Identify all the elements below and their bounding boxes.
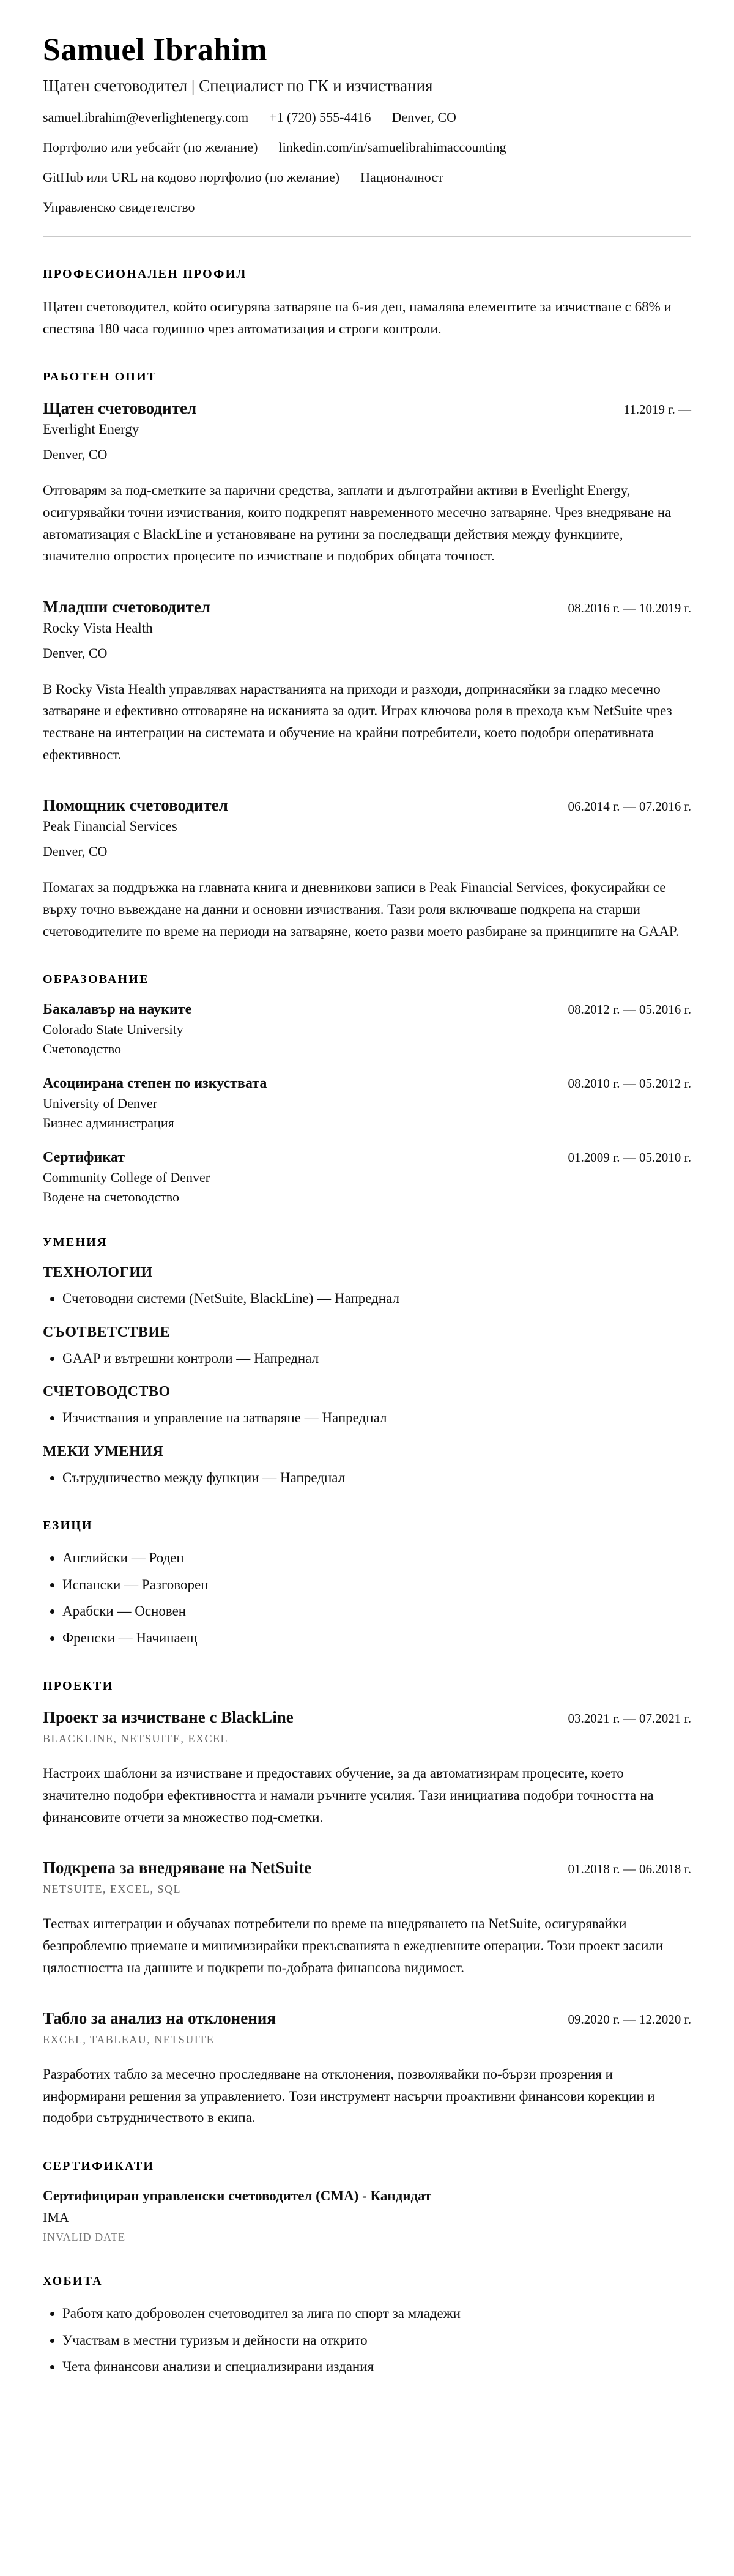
skill-item: • GAAP и вътрешни контроли — Напреднал — [62, 1348, 691, 1370]
skill-item: • Изчиствания и управление на затваряне — Напреднал — [62, 1408, 691, 1429]
education-item — [43, 1001, 691, 1057]
skill-group-name: МЕКИ УМЕНИЯ — [43, 1443, 164, 1460]
language-item: • Арабски — Основен — [62, 1601, 691, 1622]
degree-dates: 08.2012 г. — 05.2016 г. — [568, 1002, 691, 1017]
skill-list — [43, 1468, 691, 1489]
driving-license-label: Управленско свидетелство — [43, 199, 195, 215]
skill-item: • Счетоводни системи (NetSuite, BlackLine) — Напреднал — [62, 1288, 691, 1310]
hobbies-heading: ХОБИТА — [43, 2274, 103, 2288]
contact-line-2 — [43, 139, 691, 155]
job-dates: 06.2014 г. — 07.2016 г. — [568, 799, 691, 814]
skill-list — [43, 1408, 691, 1429]
job-title: Помощник счетоводител — [43, 796, 228, 815]
experience-item-head — [43, 598, 691, 617]
project-tags: EXCEL, TABLEAU, NETSUITE — [43, 2033, 215, 2046]
skill-group-name: СЧЕТОВОДСТВО — [43, 1384, 171, 1400]
project-dates: 03.2021 г. — 07.2021 г. — [568, 1711, 691, 1726]
section-projects — [43, 1679, 691, 2129]
job-location: Denver, CO — [43, 645, 108, 661]
candidate-title: Щатен счетоводител | Специалист по ГК и изчиствания — [43, 76, 433, 95]
job-location: Denver, CO — [43, 447, 108, 462]
section-certificates — [43, 2159, 691, 2244]
skill-group — [43, 1444, 691, 1489]
project-tags: BLACKLINE, NETSUITE, EXCEL — [43, 1732, 228, 1745]
education-item-head — [43, 1075, 691, 1092]
project-item — [43, 1858, 691, 1978]
certificate-issuer: IMA — [43, 2210, 69, 2225]
location-text: Denver, CO — [391, 109, 456, 125]
skill-list — [43, 1288, 691, 1310]
certificate-item — [43, 2188, 691, 2244]
skill-group — [43, 1264, 691, 1310]
portfolio-label: Портфолио или уебсайт (по желание) — [43, 139, 258, 155]
profile-text: Щатен счетоводител, който осигурява затваряне на 6-ия ден, намалява елементите за изчистване с 68% и спестява 180 часа годишно чрез автоматизация и строги контроли. — [43, 299, 672, 336]
project-dates: 09.2020 г. — 12.2020 г. — [568, 2012, 691, 2027]
skill-group-name: СЪОТВЕТСТВИЕ — [43, 1324, 171, 1340]
contact-line-1 — [43, 109, 691, 125]
section-hobbies — [43, 2274, 691, 2378]
school-name: University of Denver — [43, 1096, 157, 1112]
education-item-head — [43, 1001, 691, 1018]
certificates-heading: СЕРТИФИКАТИ — [43, 2159, 155, 2173]
contact-line-3 — [43, 169, 691, 185]
experience-item — [43, 796, 691, 942]
hobby-item: • Работя като доброволен счетоводител за лига по спорт за младежи — [62, 2303, 691, 2325]
section-languages — [43, 1519, 691, 1649]
job-location: Denver, CO — [43, 844, 108, 859]
skills-heading: УМЕНИЯ — [43, 1236, 108, 1250]
skill-group — [43, 1324, 691, 1370]
experience-heading: РАБОТЕН ОПИТ — [43, 370, 157, 384]
project-description: Разработих табло за месечно проследяване на отклонения, позволявайки по-бързи прозрения и информирани решения за управлението. Този инструмент насърчи проактивни финансови корекции и подобри сътрудничеството в екипа. — [43, 2066, 655, 2126]
education-item-head — [43, 1149, 691, 1166]
field-of-study: Бизнес администрация — [43, 1115, 174, 1131]
skill-group-name: ТЕХНОЛОГИИ — [43, 1264, 153, 1281]
header-divider — [43, 236, 691, 237]
job-description: Отговарям за под-сметките за парични средства, заплати и дълготрайни активи в Everlight Energy, осигурявайки точни изчиствания, които подкрепят навременното месечно затваряне. Чрез внедряване на автоматизация с BlackLine и установяване на рутини за последващи действия между функциите, значително опростих процесите по изчистване и подобрих общата точност. — [43, 483, 672, 564]
education-item — [43, 1149, 691, 1205]
degree-dates: 01.2009 г. — 05.2010 г. — [568, 1150, 691, 1165]
hobby-item: • Чета финансови анализи и специализирани издания — [62, 2356, 691, 2378]
experience-item-head — [43, 796, 691, 815]
contact-line-4 — [43, 199, 691, 215]
hobby-list — [43, 2303, 691, 2378]
project-item-head — [43, 2009, 691, 2028]
degree-title: Сертификат — [43, 1149, 125, 1166]
language-item: • Испански — Разговорен — [62, 1575, 691, 1596]
degree-title: Асоциирана степен по изкуствата — [43, 1075, 267, 1092]
github-label: GitHub или URL на кодово портфолио (по желание) — [43, 169, 340, 185]
school-name: Community College of Denver — [43, 1170, 210, 1186]
linkedin-text: linkedin.com/in/samuelibrahimaccounting — [278, 139, 506, 155]
project-title: Проект за изчистване с BlackLine — [43, 1708, 294, 1727]
field-of-study: Водене на счетоводство — [43, 1189, 179, 1205]
experience-item — [43, 598, 691, 766]
section-education — [43, 973, 691, 1205]
project-item-head — [43, 1858, 691, 1877]
job-company: Everlight Energy — [43, 421, 139, 437]
section-skills — [43, 1236, 691, 1488]
job-title: Младши счетоводител — [43, 597, 211, 616]
section-profile — [43, 267, 691, 340]
resume-header — [43, 32, 691, 237]
projects-heading: ПРОЕКТИ — [43, 1679, 114, 1693]
field-of-study: Счетоводство — [43, 1041, 121, 1057]
project-description: Тествах интеграции и обучавах потребители по време на внедряването на NetSuite, осигурявайки безпроблемно приемане и минимизирайки прекъсванията в ежедневните операции. Този проект засили цялостността на данните и подкрепи по-добрата финансова видимост. — [43, 1916, 664, 1975]
degree-dates: 08.2010 г. — 05.2012 г. — [568, 1076, 691, 1091]
certificate-title: Сертифициран управленски счетоводител (CMA) - Кандидат — [43, 2188, 432, 2204]
experience-item-head — [43, 399, 691, 418]
job-company: Peak Financial Services — [43, 818, 177, 834]
candidate-name: Samuel Ibrahim — [43, 32, 267, 67]
job-description: В Rocky Vista Health управлявах нарастванията на приходи и разходи, допринасяйки за гладко месечно затваряне и ефективно отговаряне на исканията за одит. Играх ключова роля в прехода към NetSuite чрез тестване на интеграции на системата и обучение на крайни потребители, което подобри оперативната ефективност. — [43, 681, 672, 762]
hobby-item: • Участвам в местни туризъм и дейности на открито — [62, 2330, 691, 2351]
section-experience — [43, 370, 691, 942]
project-tags: NETSUITE, EXCEL, SQL — [43, 1883, 181, 1896]
degree-title: Бакалавър на науките — [43, 1001, 192, 1018]
languages-heading: ЕЗИЦИ — [43, 1519, 93, 1533]
education-heading: ОБРАЗОВАНИЕ — [43, 973, 149, 987]
experience-item — [43, 399, 691, 567]
project-title: Подкрепа за внедряване на NetSuite — [43, 1858, 312, 1877]
education-item — [43, 1075, 691, 1131]
school-name: Colorado State University — [43, 1022, 184, 1037]
project-item — [43, 1708, 691, 1828]
email-text: samuel.ibrahim@everlightenergy.com — [43, 109, 249, 125]
phone-text: +1 (720) 555-4416 — [269, 109, 371, 125]
language-list — [43, 1548, 691, 1649]
job-dates: 08.2016 г. — 10.2019 г. — [568, 600, 691, 615]
job-description: Помагах за поддръжка на главната книга и дневникови записи в Peak Financial Services, фокусирайки се върху точно въвеждане на данни и основни изчиствания. Тази роля включваше подкрепа на старши счетоводителите по време на периоди на затваряне, което разви моето разбиране за принципите на GAAP. — [43, 880, 679, 939]
skill-item: • Сътрудничество между функции — Напреднал — [62, 1468, 691, 1489]
project-item-head — [43, 1708, 691, 1727]
project-description: Настроих шаблони за изчистване и предоставих обучение, за да автоматизирам процесите, което значително подобри ефективността и намали ръчните усилия. Тази инициатива подобри точността на финансовите отчети за множество под-сметки. — [43, 1765, 654, 1825]
project-item — [43, 2009, 691, 2129]
language-item: • Френски — Начинаещ — [62, 1628, 691, 1649]
project-title: Табло за анализ на отклонения — [43, 2009, 276, 2028]
certificate-date: INVALID DATE — [43, 2231, 126, 2244]
job-title: Щатен счетоводител — [43, 399, 197, 418]
skill-group — [43, 1384, 691, 1429]
project-dates: 01.2018 г. — 06.2018 г. — [568, 1861, 691, 1877]
job-company: Rocky Vista Health — [43, 620, 153, 636]
language-item: • Английски — Роден — [62, 1548, 691, 1569]
skill-list — [43, 1348, 691, 1370]
profile-heading: ПРОФЕСИОНАЛЕН ПРОФИЛ — [43, 267, 247, 281]
job-dates: 11.2019 г. — — [623, 402, 691, 417]
nationality-label: Националност — [360, 169, 443, 185]
